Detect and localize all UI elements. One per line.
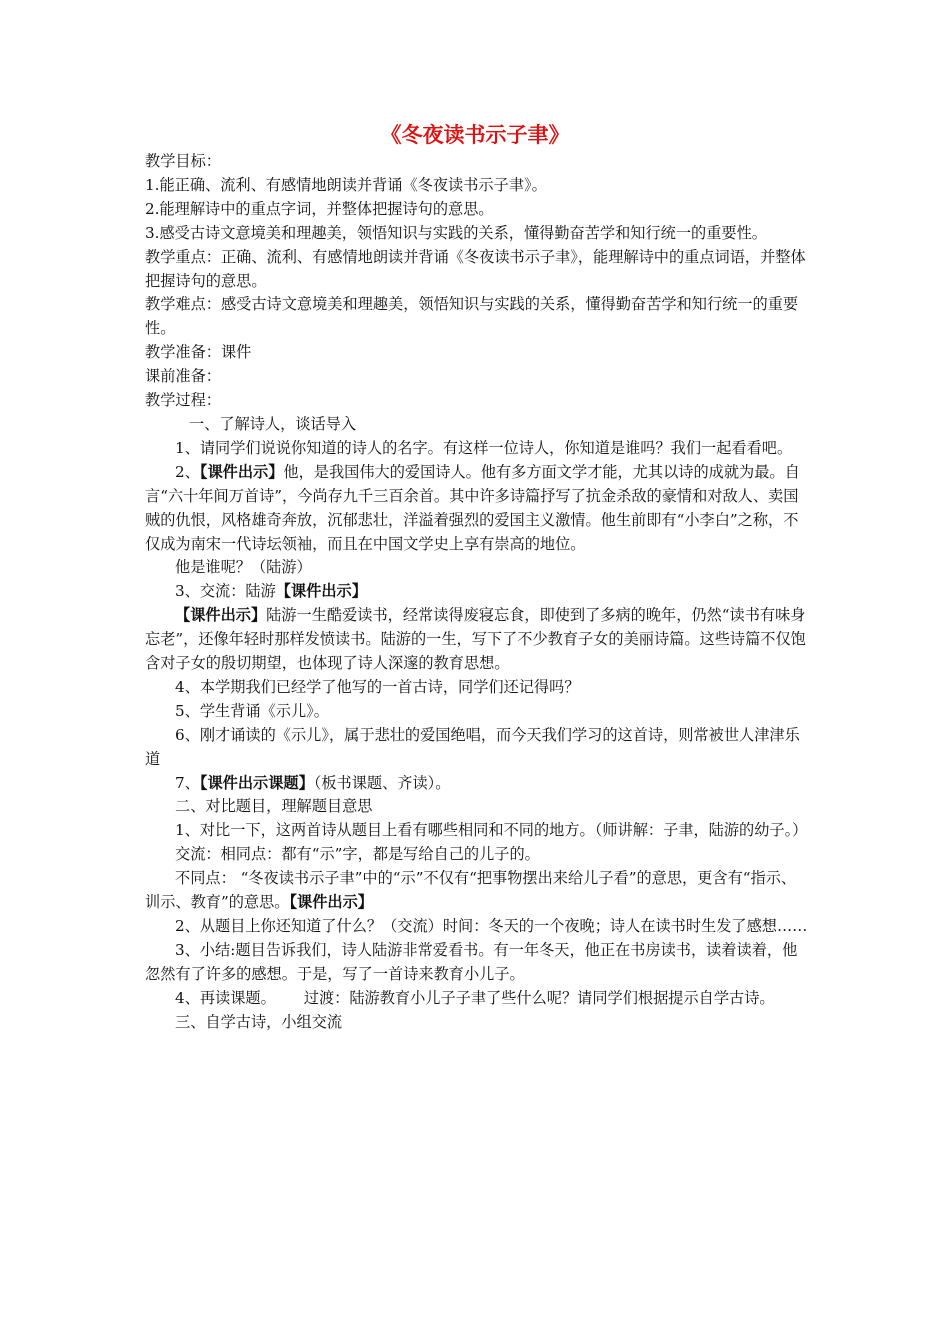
goal-item-3: 3.感受古诗文意境美和理趣美，领悟知识与实践的关系，懂得勤奋苦学和知行统一的重要性。 bbox=[145, 223, 767, 242]
section-1-paragraph-6: 5、学生背诵《示儿》。 bbox=[175, 701, 329, 720]
section-3-heading: 三、自学古诗，小组交流 bbox=[175, 1012, 343, 1031]
document-title: 《冬夜读书示子聿》 bbox=[380, 122, 570, 147]
section-1-question: 他是谁呢？（陆游） bbox=[175, 558, 312, 577]
paragraph-text: 不同点： “冬夜读书示子聿”中的“示”不仅有“把事物摆出来给儿子看”的意思，更含有“指示、训示、教育”的意思。 bbox=[145, 869, 797, 912]
process-heading: 教学过程： bbox=[145, 391, 221, 410]
section-2-paragraph-4: 2、从题目上你还知道了什么？（交流）时间：冬天的一个夜晚；诗人在读书时生发了感想…… bbox=[175, 917, 808, 935]
preclass-prep: 课前准备： bbox=[145, 367, 221, 386]
paragraph-text: 3、交流：陆游 bbox=[175, 582, 276, 601]
courseware-tag: 【课件出示】 bbox=[275, 582, 367, 601]
section-2-paragraph-5: 3、小结:题目告诉我们，诗人陆游非常爱看书。有一年冬天，他正在书房读书，读着读着，他忽然有了许多的感想。于是，写了一首诗来教育小儿子。 bbox=[145, 940, 798, 983]
item-number: 2、 bbox=[175, 462, 200, 481]
section-1-paragraph-7: 6、刚才诵读的《示儿》，属于悲壮的爱国绝唱，而今天我们学习的这首诗，则常被世人津津乐道 bbox=[145, 725, 800, 768]
section-1-paragraph-5: 4、本学期我们已经学了他写的一首古诗，同学们还记得吗？ bbox=[175, 677, 580, 696]
section-2-paragraph-6 bbox=[145, 987, 811, 1011]
goal-item-2: 2.能理解诗中的重点字词，并整体把握诗句的意思。 bbox=[145, 199, 494, 218]
teaching-prep: 教学准备：课件 bbox=[145, 343, 252, 362]
paragraph-text: 4、再读课题。 bbox=[175, 988, 276, 1007]
goals-heading: 教学目标： bbox=[145, 152, 221, 170]
section-1-paragraph-3 bbox=[145, 580, 811, 604]
section-1-paragraph-1: 1、请同学们说说你知道的诗人的名字。有这样一位诗人，你知道是谁吗？我们一起看看吧。 bbox=[175, 438, 793, 457]
teaching-focus: 教学重点：正确、流利、有感情地朗读并背诵《冬夜读书示子聿》，能理解诗中的重点词语，并整体把握诗句的意思。 bbox=[145, 247, 806, 290]
transition-text: 过渡：陆游教育小儿子子聿了些什么呢？请同学们根据提示自学古诗。 bbox=[303, 988, 775, 1007]
teaching-difficulty: 教学难点：感受古诗文意境美和理趣美，领悟知识与实践的关系，懂得勤奋苦学和知行统一的重要性。 bbox=[145, 295, 799, 338]
paragraph-text: （板书课题、齐读）。 bbox=[313, 773, 451, 792]
paragraph-text: 陆游一生酷爱读书，经常读得废寝忘食，即使到了多病的晚年，仍然“读书有味身忘老”，还像年轻时那样发愤读书。陆游的一生，写下了不少教育子女的美丽诗篇。这些诗篇不仅饱含对子女的殷切期望，也体现了诗人深邃的教育思想。 bbox=[145, 606, 806, 673]
courseware-tag: 【课件出示】 bbox=[289, 893, 373, 912]
courseware-tag: 【课件出示】 bbox=[199, 462, 284, 481]
document-body bbox=[145, 150, 811, 1035]
section-2-heading: 二、对比题目，理解题目意思 bbox=[175, 797, 373, 816]
courseware-tag: 【课件出示课题】 bbox=[199, 773, 314, 792]
item-number: 7、 bbox=[175, 773, 200, 792]
section-1-paragraph-2 bbox=[145, 461, 811, 557]
goal-item-1: 1.能正确、流利、有感情地朗读并背诵《冬夜读书示子聿》。 bbox=[145, 175, 547, 194]
section-2-paragraph-3 bbox=[145, 867, 811, 915]
section-1-heading: 一、了解诗人，谈话导入 bbox=[189, 414, 357, 433]
section-1-paragraph-8 bbox=[145, 772, 811, 796]
paragraph-text: 他，是我国伟大的爱国诗人。他有多方面文学才能，尤其以诗的成就为最。自言“六十年间万首诗”，今尚存九千三百余首。其中许多诗篇抒写了抗金杀敌的豪情和对敌人、卖国贼的仇恨，风格雄奇奔放，沉郁悲壮，洋溢着强烈的爱国主义激情。他生前即有“小李白”之称，不仅成为南宋一代诗坛领袖，而且在中国文学史上享有崇高的地位。 bbox=[145, 462, 800, 553]
section-2-paragraph-1: 1、对比一下，这两首诗从题目上看有哪些相同和不同的地方。（师讲解：子聿，陆游的幼子。） bbox=[175, 821, 808, 840]
section-1-paragraph-4 bbox=[145, 604, 811, 676]
courseware-tag: 【课件出示】 bbox=[175, 606, 267, 625]
section-2-paragraph-2: 交流：相同点：都有“示”字，都是写给自己的儿子的。 bbox=[175, 845, 540, 864]
